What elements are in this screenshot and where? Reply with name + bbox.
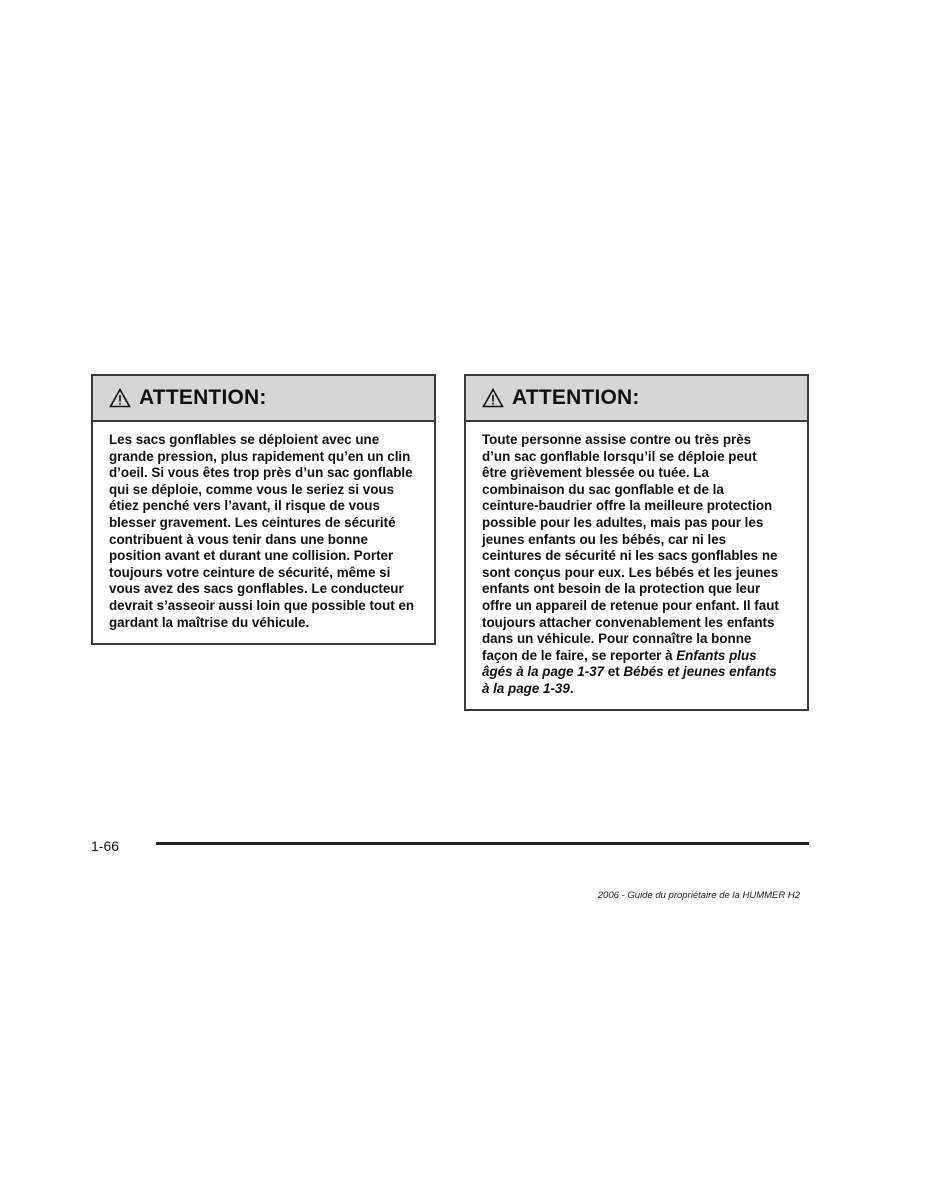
text-line: Les sacs gonflables se déploient avec une	[109, 432, 380, 447]
text-line: possible pour les adultes, mais pas pour les	[482, 514, 764, 530]
footer-rule	[156, 842, 809, 845]
cross-reference-link[interactable]: âgés à la page 1-37	[482, 664, 605, 680]
footer-text: 2006 - Guide du propriétaire de la HUMMER H2	[597, 890, 800, 901]
text-line: Toute personne assise contre ou très près	[482, 432, 752, 447]
text-line	[482, 664, 793, 681]
text-line: ceintures de sécurité ni les sacs gonflables ne	[482, 548, 778, 564]
text-line: être grièvement blessée ou tuée. La	[482, 465, 709, 481]
text-segment: .	[569, 680, 574, 696]
text-line: d’oeil. Si vous êtes trop près d’un sac gonflable	[109, 465, 413, 481]
text-line: sont conçus pour eux. Les bébés et les jeunes	[482, 564, 779, 580]
page-number: 1-66	[91, 838, 120, 854]
text-line: position avant et durant une collision. Porter	[109, 548, 394, 564]
text-line: vous avez des sacs gonflables. Le conducteur	[109, 581, 404, 597]
caution-title: ATTENTION:	[139, 386, 267, 409]
cross-reference-link[interactable]: à la page 1-39	[482, 680, 570, 696]
caution-text	[93, 422, 434, 631]
caution-box-left	[91, 374, 436, 645]
text-segment: façon de le faire, se reporter à	[482, 647, 677, 663]
text-line: toujours attacher convenablement les enfants	[482, 614, 775, 630]
cross-reference-link[interactable]: Bébés et jeunes enfants	[623, 664, 777, 680]
text-line: jeunes enfants ou les bébés, car ni les	[482, 531, 727, 547]
caution-text	[466, 422, 807, 698]
caution-title: ATTENTION:	[512, 386, 640, 409]
text-line: combinaison du sac gonflable et de la	[482, 481, 724, 497]
caution-header	[93, 376, 434, 422]
cross-reference-link[interactable]: Enfants plus	[676, 647, 757, 663]
caution-header	[466, 376, 807, 422]
text-line: étiez penché vers l’avant, il risque de vous	[109, 498, 380, 514]
caution-box-right	[464, 374, 809, 711]
text-line: gardant la maîtrise du véhicule.	[109, 614, 310, 630]
text-segment: et	[604, 664, 624, 680]
warning-triangle-icon	[482, 388, 504, 408]
warning-triangle-icon	[109, 388, 131, 408]
text-line: d’un sac gonflable lorsqu’il se déploie peut	[482, 448, 757, 464]
text-line	[482, 681, 793, 698]
text-line: enfants ont besoin de la protection que leur	[482, 581, 761, 597]
text-line: qui se déploie, comme vous le seriez si vous	[109, 481, 395, 497]
text-line: offre un appareil de retenue pour enfant. Il faut	[482, 597, 779, 613]
text-line	[482, 648, 793, 665]
text-line: ceinture-baudrier offre la meilleure protection	[482, 498, 773, 514]
text-line: blesser gravement. Les ceintures de sécurité	[109, 514, 396, 530]
text-line: grande pression, plus rapidement qu’en un clin	[109, 448, 411, 464]
text-line: toujours votre ceinture de sécurité, même si	[109, 564, 391, 580]
text-line: contribuent à vous tenir dans une bonne	[109, 531, 368, 547]
text-line: devrait s’asseoir aussi loin que possible tout en	[109, 597, 415, 613]
text-line: dans un véhicule. Pour connaître la bonne	[482, 631, 752, 647]
